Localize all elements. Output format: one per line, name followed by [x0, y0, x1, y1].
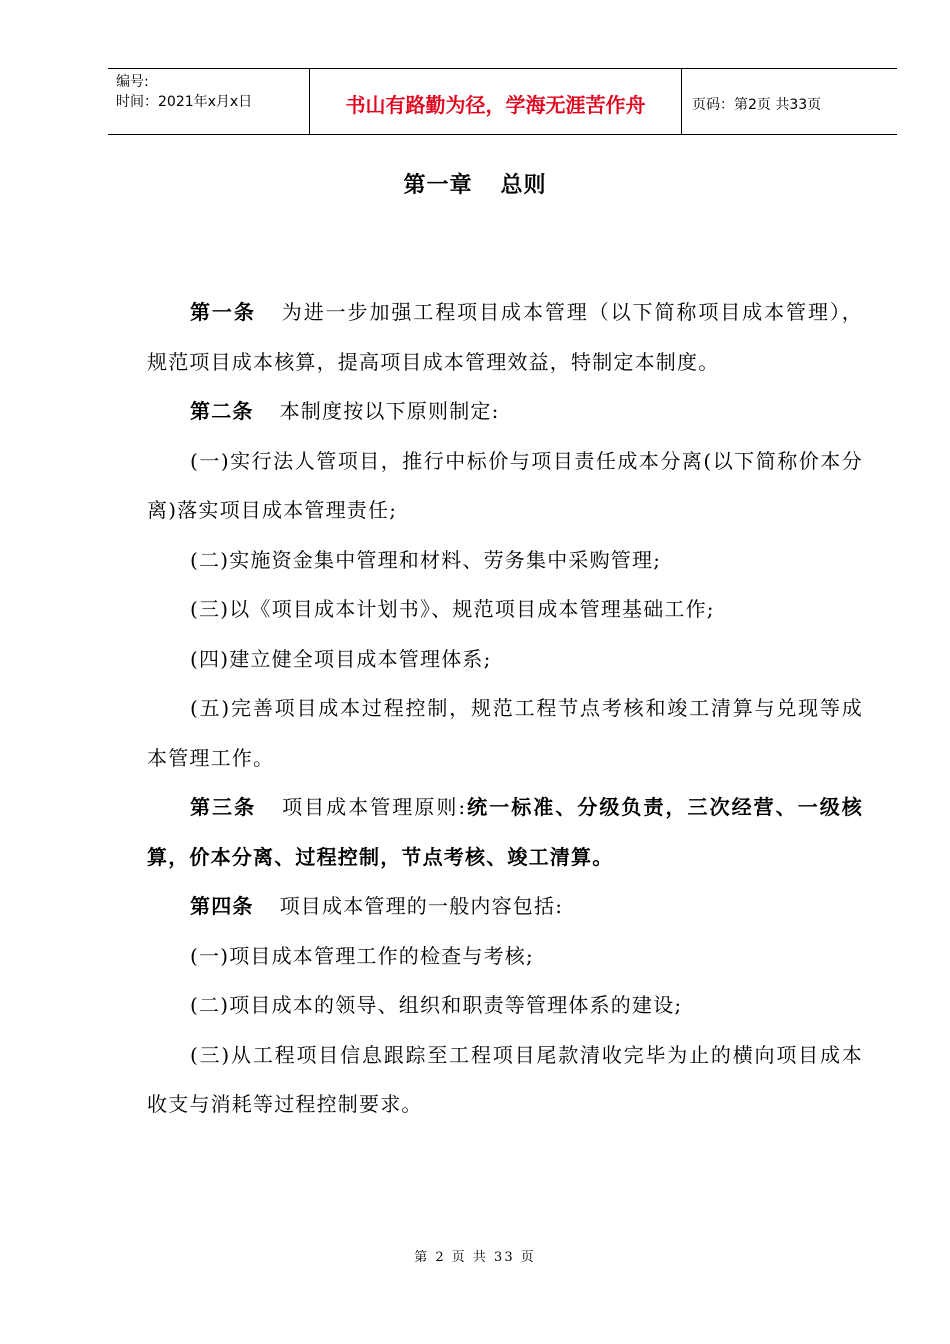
list-item: (五)完善项目成本过程控制，规范工程节点考核和竣工清算与兑现等成本管理工作。 [147, 696, 863, 770]
list-item: (三)从工程项目信息跟踪至工程项目尾款清收完毕为止的横向项目成本收支与消耗等过程控制要求。 [147, 1042, 863, 1116]
article-4 [147, 882, 863, 932]
article-label: 第一条 [190, 300, 256, 324]
page-footer: 第 2 页 共 33 页 [414, 1250, 536, 1265]
header-meta [108, 69, 309, 134]
article-text: 项目成本管理原则: [282, 795, 467, 819]
article-label: 第二条 [190, 399, 254, 423]
article-text: 本制度按以下原则制定: [279, 399, 500, 423]
article-label: 第四条 [190, 894, 254, 918]
list-item: (二)项目成本的领导、组织和职责等管理体系的建设; [190, 993, 683, 1017]
list-item: (四)建立健全项目成本管理体系; [190, 646, 492, 671]
chapter-title [0, 168, 950, 199]
page-header [108, 68, 897, 135]
list-item: (二)实施资金集中管理和材料、劳务集中采购管理; [190, 547, 662, 572]
chapter-number: 第一章 [403, 172, 473, 198]
article-1 [147, 288, 863, 387]
article-2 [147, 387, 863, 437]
list-item: (一)实行法人管项目，推行中标价与项目责任成本分离(以下简称价本分离)落实项目成本管理责任; [147, 448, 863, 522]
document-number-label: 编号: [116, 74, 149, 90]
chapter-name: 总则 [500, 172, 547, 198]
header-motto: 书山有路勤为径，学海无涯苦作舟 [309, 69, 682, 134]
list-item: (三)以《项目成本计划书》、规范项目成本管理基础工作; [190, 597, 715, 621]
article-text: 为进一步加强工程项目成本管理（以下简称项目成本管理），规范项目成本核算，提高项目成本管理效益，特制定本制度。 [147, 300, 863, 374]
article-3 [147, 783, 863, 882]
header-page-code: 页码：第2页 共33页 [692, 96, 822, 113]
article-label: 第三条 [190, 795, 257, 819]
document-time: 时间：2021年x月x日 [116, 94, 253, 110]
list-item: (一)项目成本管理工作的检查与考核; [190, 943, 534, 968]
article-principles: 统一标准、分级负责，三次经营、一级核算，价本分离、过程控制，节点考核、竣工清算。 [147, 795, 863, 869]
article-text: 项目成本管理的一般内容包括: [279, 894, 564, 918]
document-body [147, 288, 863, 1130]
